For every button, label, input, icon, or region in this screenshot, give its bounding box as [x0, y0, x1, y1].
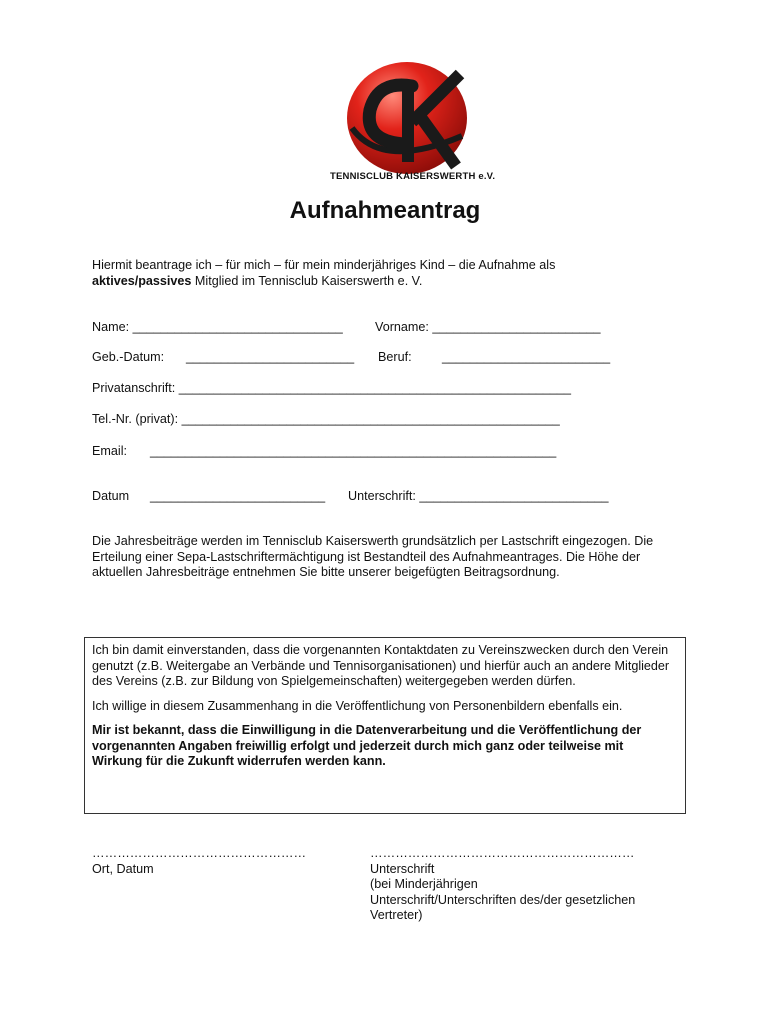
- geb-datum-label: Geb.-Datum:: [92, 350, 165, 364]
- signature-line[interactable]: ………………………………………………………: [370, 846, 635, 860]
- intro-line-2-rest: Mitglied im Tennisclub Kaiserswerth e. V.: [191, 273, 423, 288]
- beruf-label: Beruf:: [378, 350, 412, 364]
- intro-line-1: Hiermit beantrage ich – für mich – für mein minderjähriges Kind – die Aufnahme als: [92, 258, 556, 272]
- privatanschrift-field[interactable]: Privatanschrift: ________________________________________________________: [92, 381, 572, 395]
- datum-field[interactable]: _________________________: [150, 489, 326, 503]
- minor-note-3: Vertreter): [370, 908, 423, 922]
- fee-paragraph: Die Jahresbeiträge werden im Tennisclub Kaiserswerth grundsätzlich per Lastschrift eingezogen. Die Erteilung einer Sepa-Lastschriftermächtigung ist Bestandteil des Aufnahmeantrages. Die Höhe der aktuellen Jahresbeiträge entnehmen Sie bitte unserer beigefügten Beitragsordnung.: [92, 534, 654, 579]
- intro-text: [92, 258, 652, 289]
- consent-paragraph-1: Ich bin damit einverstanden, dass die vorgenannten Kontaktdaten zu Vereinszwecken durch den Verein genutzt (z.B. Weitergabe an Verbände und Tennisorganisationen) und hierfür auch an andere Mitglieder des Vereins (z.B. zur Bildung von Spielgemeinschaften) weitergegeben werden dürfen.: [92, 643, 670, 688]
- signature-right: [370, 846, 635, 924]
- datum-label: Datum: [92, 489, 130, 503]
- minor-note-2: Unterschrift/Unterschriften des/der gesetzlichen: [370, 892, 636, 907]
- name-field[interactable]: Name: ______________________________: [92, 320, 343, 334]
- consent-paragraph-3: Mir ist bekannt, dass die Einwilligung in die Datenverarbeitung und die Veröffentlichung der vorgenannten Angaben freiwillig erfolgt und jederzeit durch mich ganz oder teilweise mit Wirkung für die Zukunft widerrufen werden kann.: [92, 723, 642, 768]
- membership-type: aktives/passives: [92, 273, 192, 288]
- page-title: Aufnahmeantrag: [289, 197, 481, 224]
- telefon-field[interactable]: Tel.-Nr. (privat): ______________________________________________________: [92, 412, 560, 426]
- place-date-label: Ort, Datum: [92, 861, 154, 876]
- place-date-line[interactable]: ……………………………………………: [92, 846, 307, 860]
- geb-datum-field[interactable]: ________________________: [186, 350, 355, 364]
- club-name: TENNISCLUB KAISERSWERTH e.V.: [330, 171, 496, 182]
- beruf-field[interactable]: ________________________: [442, 350, 611, 364]
- vorname-field[interactable]: Vorname: ________________________: [375, 320, 601, 334]
- consent-box: [84, 637, 686, 814]
- email-label: Email:: [92, 444, 127, 458]
- intro-line-2: [92, 274, 652, 290]
- minor-note-1: (bei Minderjährigen: [370, 877, 478, 891]
- signature-left: [92, 846, 306, 877]
- club-logo: [342, 58, 472, 183]
- email-field[interactable]: __________________________________________________________: [150, 444, 557, 458]
- unterschrift-field[interactable]: Unterschrift: ___________________________: [348, 489, 609, 503]
- signature-label: Unterschrift: [370, 861, 435, 876]
- consent-paragraph-2: Ich willige in diesem Zusammenhang in die Veröffentlichung von Personenbildern ebenfalls ein.: [92, 698, 623, 713]
